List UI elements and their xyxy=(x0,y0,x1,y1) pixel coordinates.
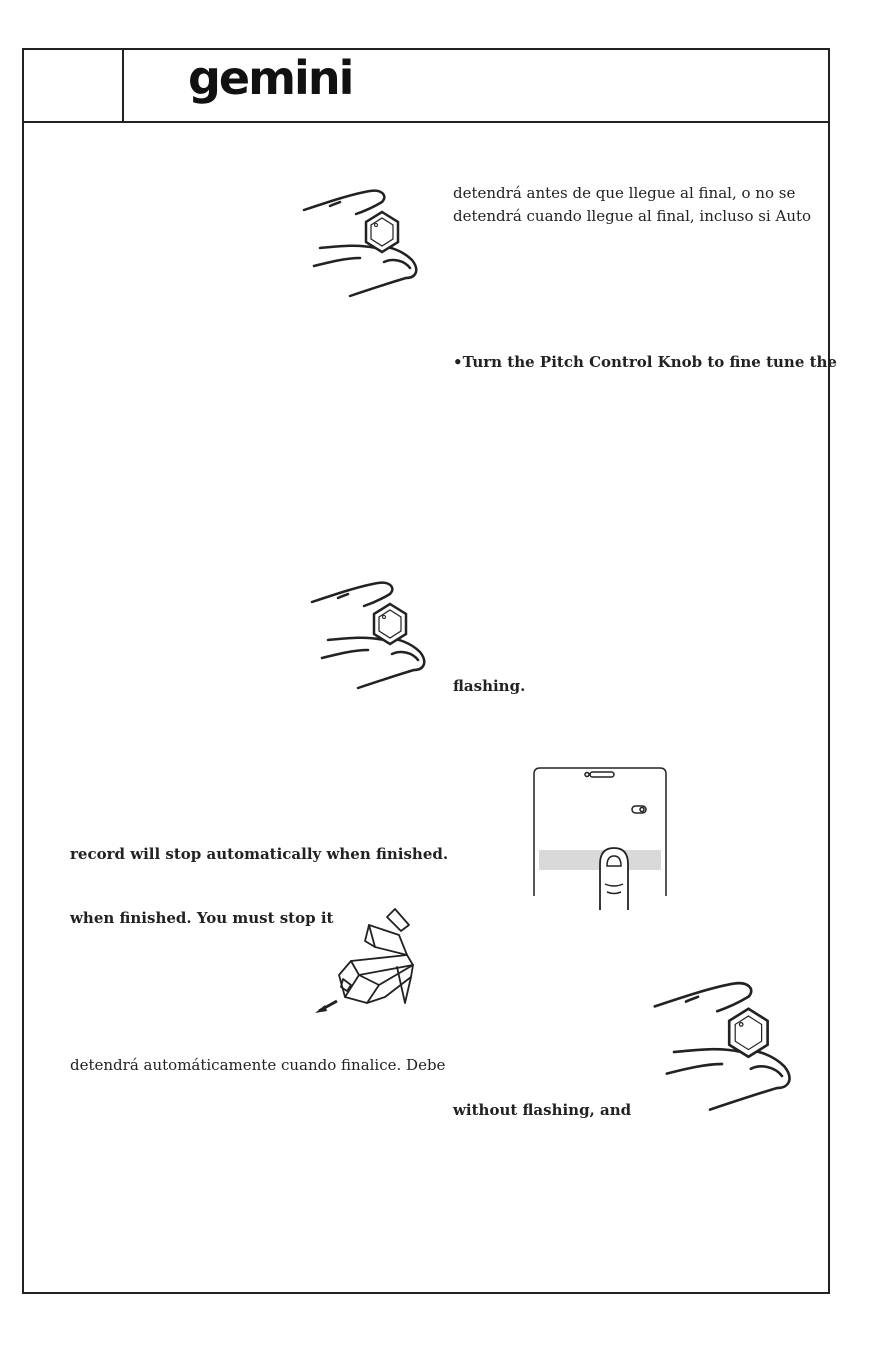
stylus-cartridge-icon xyxy=(315,905,425,1015)
brand-text: gemini xyxy=(188,56,353,105)
header-rule xyxy=(22,121,830,123)
gemini-logo xyxy=(188,56,368,112)
header-divider xyxy=(122,48,124,122)
finger-pressing-button-icon xyxy=(530,764,670,912)
heading-line: flashing. xyxy=(453,677,526,695)
hand-turning-knob-icon xyxy=(308,580,433,695)
text-line: detendrá cuando llegue al final, incluso si Auto xyxy=(453,207,812,225)
hand-turning-knob-icon xyxy=(650,978,800,1120)
heading-line: when finished. You must stop it xyxy=(70,909,334,927)
heading-line: record will stop automatically when finished. xyxy=(70,845,449,863)
heading-line: without flashing, and xyxy=(453,1101,632,1119)
text-line: detendrá automáticamente cuando finalice. Debe xyxy=(70,1056,446,1074)
hand-turning-knob-icon xyxy=(300,188,425,303)
heading-line: •Turn the Pitch Control Knob to fine tune the xyxy=(453,353,837,371)
text-line: detendrá antes de que llegue al final, o no se xyxy=(453,184,796,202)
